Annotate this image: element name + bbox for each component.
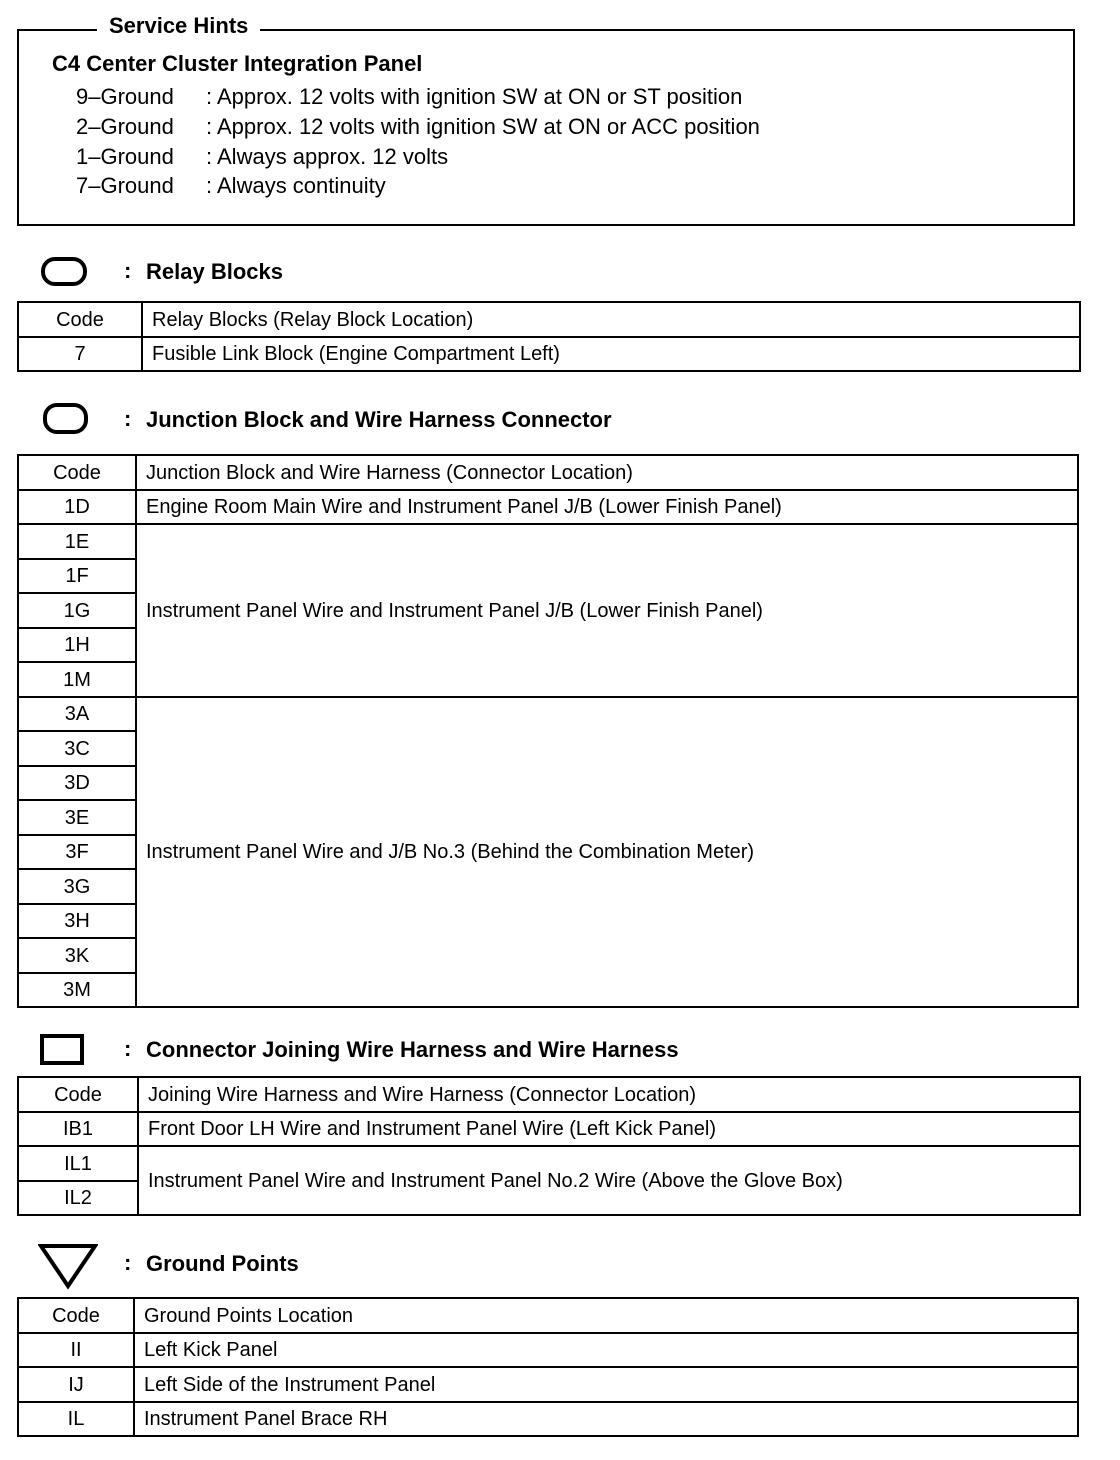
table-header-row <box>18 455 1078 490</box>
code-header: Code <box>18 1298 134 1333</box>
code-cell: 3K <box>18 938 136 973</box>
code-cell: 3A <box>18 697 136 731</box>
hint-text: : Always continuity <box>206 173 386 198</box>
junction-blocks-title: Junction Block and Wire Harness Connector <box>146 407 612 432</box>
ground-points-table <box>17 1297 1079 1437</box>
code-cell: 3D <box>18 766 136 800</box>
code-cell: 3M <box>18 973 136 1007</box>
location-cell: Instrument Panel Brace RH <box>134 1402 1078 1436</box>
heading-colon: : <box>124 1036 132 1061</box>
code-cell: 1E <box>18 524 136 559</box>
location-cell: Instrument Panel Wire and Instrument Panel No.2 Wire (Above the Glove Box) <box>138 1146 1080 1215</box>
code-cell: 7 <box>18 337 142 371</box>
code-cell: II <box>18 1333 134 1367</box>
location-header: Joining Wire Harness and Wire Harness (Connector Location) <box>138 1077 1080 1112</box>
location-cell: Engine Room Main Wire and Instrument Panel J/B (Lower Finish Panel) <box>136 490 1078 524</box>
location-cell: Instrument Panel Wire and Instrument Panel J/B (Lower Finish Panel) <box>136 524 1078 697</box>
location-cell: Instrument Panel Wire and J/B No.3 (Behind the Combination Meter) <box>136 697 1078 1007</box>
code-cell: IJ <box>18 1367 134 1402</box>
component-title: C4 Center Cluster Integration Panel <box>52 51 423 76</box>
junction-blocks-table <box>17 454 1079 1008</box>
code-header: Code <box>18 1077 138 1112</box>
hint-line <box>76 172 386 200</box>
relay-blocks-table <box>17 301 1081 372</box>
connectors-title: Connector Joining Wire Harness and Wire Harness <box>146 1037 679 1062</box>
table-row <box>18 524 1078 559</box>
code-cell: IL1 <box>18 1146 138 1181</box>
code-cell: 1D <box>18 490 136 524</box>
table-header-row <box>18 1077 1080 1112</box>
heading-colon: : <box>124 1250 132 1275</box>
code-cell: 1F <box>18 559 136 593</box>
hint-label: 2–Ground <box>76 114 174 139</box>
relay-blocks-title: Relay Blocks <box>146 259 283 284</box>
code-cell: 1H <box>18 628 136 662</box>
code-cell: 3C <box>18 731 136 766</box>
table-header-row <box>18 302 1080 337</box>
location-cell: Left Kick Panel <box>134 1333 1078 1367</box>
table-header-row <box>18 1298 1078 1333</box>
down-triangle-icon <box>38 1244 98 1290</box>
heading-colon: : <box>124 258 132 283</box>
code-cell: 1G <box>18 593 136 628</box>
location-header: Relay Blocks (Relay Block Location) <box>142 302 1080 337</box>
location-cell: Left Side of the Instrument Panel <box>134 1367 1078 1402</box>
hint-text: : Always approx. 12 volts <box>206 144 449 169</box>
table-row <box>18 337 1080 371</box>
heading-colon: : <box>124 406 132 431</box>
rounded-oval-icon <box>38 400 90 440</box>
rounded-oval-icon <box>38 252 90 292</box>
location-cell: Front Door LH Wire and Instrument Panel Wire (Left Kick Panel) <box>138 1112 1080 1146</box>
hint-label: 9–Ground <box>76 84 174 109</box>
service-hints-title: Service Hints <box>97 12 260 40</box>
table-row <box>18 490 1078 524</box>
code-cell: IL2 <box>18 1181 138 1215</box>
table-row <box>18 1112 1080 1146</box>
code-cell: 1M <box>18 662 136 697</box>
code-cell: IB1 <box>18 1112 138 1146</box>
rectangle-icon <box>38 1030 90 1070</box>
hint-line <box>76 113 760 141</box>
code-cell: 3F <box>18 835 136 869</box>
code-header: Code <box>18 302 142 337</box>
hint-label: 1–Ground <box>76 144 174 169</box>
table-row <box>18 1367 1078 1402</box>
ground-points-title: Ground Points <box>146 1251 299 1276</box>
location-header: Junction Block and Wire Harness (Connector Location) <box>136 455 1078 490</box>
table-row <box>18 1146 1080 1181</box>
table-row <box>18 1402 1078 1436</box>
code-cell: 3H <box>18 904 136 938</box>
hint-line <box>76 143 448 171</box>
table-row <box>18 697 1078 731</box>
location-cell: Fusible Link Block (Engine Compartment Left) <box>142 337 1080 371</box>
table-row <box>18 1333 1078 1367</box>
code-cell: 3G <box>18 869 136 904</box>
hint-text: : Approx. 12 volts with ignition SW at ON or ST position <box>206 84 743 109</box>
hint-line <box>76 83 742 111</box>
location-header: Ground Points Location <box>134 1298 1078 1333</box>
code-cell: IL <box>18 1402 134 1436</box>
hint-label: 7–Ground <box>76 173 174 198</box>
hint-text: : Approx. 12 volts with ignition SW at ON or ACC position <box>206 114 760 139</box>
connectors-table <box>17 1076 1081 1216</box>
code-cell: 3E <box>18 800 136 835</box>
code-header: Code <box>18 455 136 490</box>
